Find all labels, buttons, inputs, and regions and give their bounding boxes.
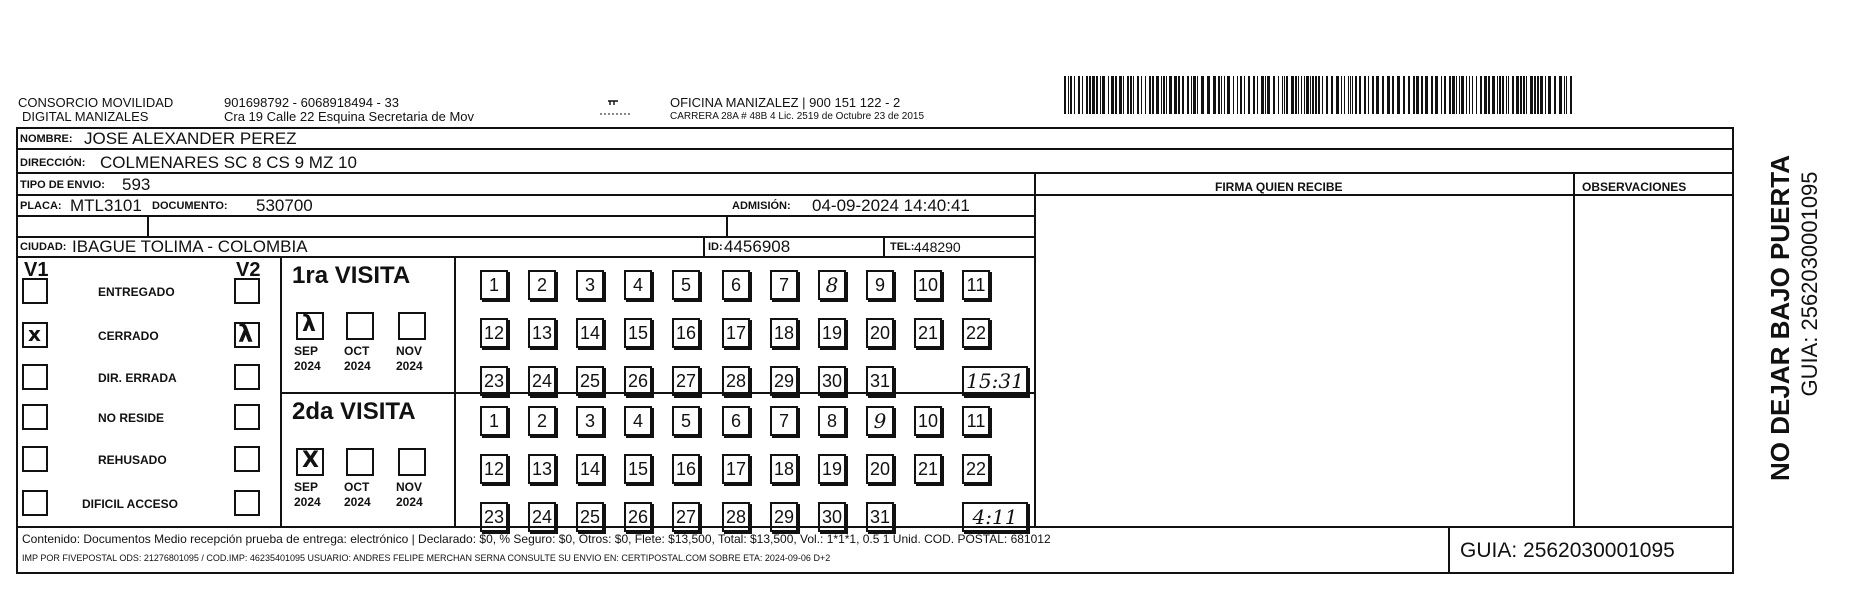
visit-title: 2da VISITA bbox=[292, 398, 416, 425]
office-info: OFICINA MANIZALEZ | 900 151 122 - 2 bbox=[670, 95, 901, 110]
barcode-bar bbox=[1152, 76, 1154, 114]
barcode-bar bbox=[1161, 76, 1162, 114]
barcode-bar bbox=[1416, 76, 1419, 114]
barcode-bar bbox=[1403, 76, 1405, 114]
barcode-bar bbox=[1278, 76, 1279, 114]
day-box: 10 bbox=[914, 270, 942, 300]
imp-text: IMP POR FIVEPOSTAL ODS: 21276801095 / COD.IMP: 46235401095 USUARIO: ANDRES FELIPE MERCHAN SERNA CONSULTE SU ENVIO EN: CERTIPOSTAL.COM SOBRE ETA: 2024-09-06 D+2 bbox=[22, 553, 831, 563]
barcode-bar bbox=[1387, 76, 1390, 114]
tel-label: TEL: bbox=[890, 241, 915, 253]
barcode-bar bbox=[1444, 76, 1446, 114]
direccion-label: DIRECCIÓN: bbox=[20, 157, 86, 169]
barcode-bar bbox=[1488, 76, 1490, 114]
barcode-bar bbox=[1484, 76, 1487, 114]
guia-footer: GUIA: 2562030001095 bbox=[1460, 539, 1675, 562]
day-box: 2 bbox=[528, 406, 556, 436]
barcode-bar bbox=[1197, 76, 1198, 114]
barcode-bar bbox=[1227, 76, 1230, 114]
barcode-bar bbox=[1392, 76, 1394, 114]
barcode-bar bbox=[1348, 76, 1349, 114]
barcode-bar bbox=[1306, 76, 1309, 114]
barcode-bar bbox=[1213, 76, 1216, 114]
day-box: 11 bbox=[962, 270, 990, 300]
day-box: 4 bbox=[624, 406, 652, 436]
barcode-bar bbox=[1326, 76, 1328, 114]
barcode-bar bbox=[1119, 76, 1122, 114]
barcode-bar bbox=[1502, 76, 1504, 114]
barcode-bar bbox=[1523, 76, 1525, 114]
v2-checkbox bbox=[234, 404, 260, 430]
signature-header: FIRMA QUIEN RECIBE bbox=[1215, 180, 1343, 194]
month-label: NOV bbox=[396, 480, 423, 494]
barcode-bar bbox=[1169, 76, 1172, 114]
day-box: 14 bbox=[576, 454, 604, 484]
barcode-bar bbox=[1257, 76, 1258, 114]
barcode-bar bbox=[1344, 76, 1345, 114]
barcode-bar bbox=[1130, 76, 1132, 114]
barcode-bar bbox=[1224, 76, 1225, 114]
barcode-bar bbox=[1149, 76, 1151, 114]
barcode-bar bbox=[1253, 76, 1255, 114]
day-box: 24 bbox=[528, 366, 556, 396]
barcode-bar bbox=[1318, 76, 1320, 114]
v1-checkbox bbox=[22, 404, 48, 430]
barcode-bar bbox=[1452, 76, 1455, 114]
barcode-bar bbox=[1331, 76, 1333, 114]
barcode-bar bbox=[1191, 76, 1192, 114]
documento-label: DOCUMENTO: bbox=[152, 200, 228, 212]
v2-checkbox bbox=[234, 446, 260, 472]
day-box: 10 bbox=[914, 406, 942, 436]
day-box: 4 bbox=[624, 270, 652, 300]
month-label: NOV bbox=[396, 344, 423, 358]
barcode-bar bbox=[1312, 76, 1314, 114]
day-box: 25 bbox=[576, 366, 604, 396]
barcode-bar bbox=[1201, 76, 1204, 114]
barcode-bar bbox=[1078, 76, 1080, 114]
day-box: 3 bbox=[576, 406, 604, 436]
day-box: 26 bbox=[624, 502, 652, 532]
year-label: 2024 bbox=[344, 359, 371, 373]
barcode-bar bbox=[1472, 76, 1473, 114]
day-box: 7 bbox=[770, 270, 798, 300]
day-box: 27 bbox=[672, 366, 700, 396]
visit-time: 4:11 bbox=[962, 502, 1028, 532]
id-value: 4456908 bbox=[724, 237, 791, 256]
barcode-bar bbox=[1441, 76, 1442, 114]
tipo-envio-value: 593 bbox=[122, 175, 151, 194]
status-label: CERRADO bbox=[98, 329, 159, 343]
month-checkbox bbox=[346, 312, 374, 340]
day-box: 8 bbox=[818, 270, 846, 300]
day-box: 13 bbox=[528, 454, 556, 484]
day-box: 5 bbox=[672, 270, 700, 300]
day-box: 6 bbox=[722, 270, 750, 300]
barcode-bar bbox=[1207, 76, 1210, 114]
barcode-bar bbox=[1102, 76, 1105, 114]
v1-checkbox bbox=[22, 364, 48, 390]
month-label: OCT bbox=[344, 480, 370, 494]
barcode-bar bbox=[1265, 76, 1266, 114]
barcode-bar bbox=[1282, 76, 1283, 114]
barcode-bar bbox=[1111, 76, 1114, 114]
month-label: SEP bbox=[294, 480, 319, 494]
year-label: 2024 bbox=[396, 359, 423, 373]
barcode-bar bbox=[1108, 76, 1109, 114]
day-box: 23 bbox=[480, 502, 508, 532]
v2-checkbox bbox=[234, 490, 260, 516]
day-box: 16 bbox=[672, 454, 700, 484]
day-box: 21 bbox=[914, 454, 942, 484]
barcode-bar bbox=[1166, 76, 1167, 114]
day-box: 26 bbox=[624, 366, 652, 396]
tel-value: 448290 bbox=[914, 239, 961, 255]
barcode-bar bbox=[1492, 76, 1495, 114]
barcode-bar bbox=[1127, 76, 1129, 114]
barcode-bar bbox=[1545, 76, 1546, 114]
day-box: 18 bbox=[770, 318, 798, 348]
barcode-bar bbox=[1137, 76, 1139, 114]
barcode-bar bbox=[1506, 76, 1507, 114]
side-warning: NO DEJAR BAJO PUERTA bbox=[1765, 154, 1795, 482]
direccion-value: COLMENARES SC 8 CS 9 MZ 10 bbox=[100, 153, 357, 172]
barcode-bar bbox=[1372, 76, 1374, 114]
barcode-bar bbox=[1540, 76, 1543, 114]
v2-checkbox bbox=[234, 364, 260, 390]
barcode-bar bbox=[1182, 76, 1184, 114]
barcode-bar bbox=[1284, 76, 1285, 114]
barcode-bar bbox=[1237, 76, 1238, 114]
barcode-bar bbox=[1291, 76, 1294, 114]
carrier-logo bbox=[598, 96, 634, 120]
day-box: 9 bbox=[866, 406, 894, 436]
visit-time: 15:31 bbox=[962, 366, 1028, 396]
barcode-bar bbox=[1086, 76, 1088, 114]
day-box: 6 bbox=[722, 406, 750, 436]
barcode-bar bbox=[1304, 76, 1305, 114]
placa-value: MTL3101 bbox=[70, 196, 142, 215]
barcode-bar bbox=[1315, 76, 1317, 114]
observaciones-header: OBSERVACIONES bbox=[1582, 180, 1687, 194]
v1-mark: x bbox=[28, 322, 41, 346]
side-guia: GUIA: 2562030001095 bbox=[1797, 171, 1822, 397]
day-box: 28 bbox=[722, 502, 750, 532]
day-box: 30 bbox=[818, 366, 846, 396]
admision-label: ADMISIÓN: bbox=[732, 200, 791, 212]
barcode-bar bbox=[1554, 76, 1556, 114]
day-box: 24 bbox=[528, 502, 556, 532]
barcode-bar bbox=[1359, 76, 1361, 114]
day-box: 3 bbox=[576, 270, 604, 300]
barcode-bar bbox=[1310, 76, 1311, 114]
day-box: 20 bbox=[866, 318, 894, 348]
barcode-bar bbox=[1534, 76, 1536, 114]
company-address: Cra 19 Calle 22 Esquina Secretaria de Mov bbox=[224, 109, 475, 124]
year-label: 2024 bbox=[396, 495, 423, 509]
year-label: 2024 bbox=[294, 495, 321, 509]
day-box: 1 bbox=[480, 270, 508, 300]
month-label: OCT bbox=[344, 344, 370, 358]
month-checkbox bbox=[346, 448, 374, 476]
barcode-bar bbox=[1100, 76, 1101, 114]
day-box: 22 bbox=[962, 318, 990, 348]
barcode-bar bbox=[1123, 76, 1124, 114]
v2-checkbox bbox=[234, 278, 260, 304]
month-checkbox bbox=[398, 312, 426, 340]
barcode-bar bbox=[1537, 76, 1539, 114]
barcode-bar bbox=[1096, 76, 1098, 114]
barcode-bar bbox=[1397, 76, 1400, 114]
barcode-bar bbox=[1295, 76, 1297, 114]
barcode-bar bbox=[1520, 76, 1522, 114]
barcode-bar bbox=[1178, 76, 1180, 114]
status-label: DIFICIL ACCESO bbox=[82, 497, 179, 511]
barcode-bar bbox=[1221, 76, 1222, 114]
tipo-envio-label: TIPO DE ENVIO: bbox=[20, 179, 105, 191]
barcode-bar bbox=[1301, 76, 1302, 114]
barcode-bar bbox=[1233, 76, 1234, 114]
day-box: 22 bbox=[962, 454, 990, 484]
barcode-bar bbox=[1244, 76, 1245, 114]
status-label: NO RESIDE bbox=[98, 411, 165, 425]
day-box: 14 bbox=[576, 318, 604, 348]
barcode-bar bbox=[1421, 76, 1423, 114]
month-checkbox bbox=[398, 448, 426, 476]
v1-header: V1 bbox=[24, 259, 49, 281]
day-box: 25 bbox=[576, 502, 604, 532]
v1-checkbox bbox=[22, 278, 48, 304]
barcode-bar bbox=[1068, 76, 1069, 114]
ciudad-label: CIUDAD: bbox=[20, 241, 67, 253]
barcode-bar bbox=[1566, 76, 1567, 114]
barcode-bar bbox=[1431, 76, 1433, 114]
v1-checkbox bbox=[22, 446, 48, 472]
barcode-bar bbox=[1070, 76, 1072, 114]
barcode-bar bbox=[1273, 76, 1275, 114]
barcode-bar bbox=[1089, 76, 1091, 114]
barcode-bar bbox=[1336, 76, 1339, 114]
barcode-bar bbox=[1516, 76, 1519, 114]
company-name-line2: DIGITAL MANIZALES bbox=[22, 109, 149, 124]
day-box: 7 bbox=[770, 406, 798, 436]
company-phones: 901698792 - 6068918494 - 33 bbox=[224, 95, 399, 110]
barcode-bar bbox=[1459, 76, 1460, 114]
day-box: 11 bbox=[962, 406, 990, 436]
day-box: 13 bbox=[528, 318, 556, 348]
barcode-bar bbox=[1322, 76, 1323, 114]
barcode-bar bbox=[1413, 76, 1415, 114]
barcode-bar bbox=[1368, 76, 1369, 114]
barcode-bar bbox=[1526, 76, 1527, 114]
barcode-bar bbox=[1461, 76, 1464, 114]
day-box: 17 bbox=[722, 454, 750, 484]
ciudad-value: IBAGUE TOLIMA - COLOMBIA bbox=[72, 237, 308, 256]
status-label: DIR. ERRADA bbox=[98, 371, 177, 385]
barcode-bar bbox=[1145, 76, 1146, 114]
barcode-bar bbox=[1141, 76, 1142, 114]
company-name-line1: CONSORCIO MOVILIDAD bbox=[18, 95, 174, 110]
barcode-bar bbox=[1499, 76, 1501, 114]
status-label: REHUSADO bbox=[98, 453, 167, 467]
barcode-bar bbox=[1497, 76, 1498, 114]
barcode-bar bbox=[1133, 76, 1134, 114]
barcode-bar bbox=[1163, 76, 1165, 114]
placa-label: PLACA: bbox=[20, 200, 62, 212]
day-box: 9 bbox=[866, 270, 894, 300]
day-box: 2 bbox=[528, 270, 556, 300]
barcode-bar bbox=[1267, 76, 1270, 114]
barcode-bar bbox=[1240, 76, 1242, 114]
barcode bbox=[1060, 76, 1580, 114]
barcode-bar bbox=[1064, 76, 1066, 114]
documento-value: 530700 bbox=[256, 196, 313, 215]
day-box: 15 bbox=[624, 318, 652, 348]
barcode-bar bbox=[1570, 76, 1572, 114]
barcode-bar bbox=[1248, 76, 1250, 114]
day-box: 29 bbox=[770, 502, 798, 532]
day-box: 29 bbox=[770, 366, 798, 396]
barcode-bar bbox=[1564, 76, 1565, 114]
barcode-bar bbox=[1261, 76, 1264, 114]
barcode-bar bbox=[1174, 76, 1177, 114]
day-box: 5 bbox=[672, 406, 700, 436]
year-label: 2024 bbox=[294, 359, 321, 373]
nombre-label: NOMBRE: bbox=[20, 133, 73, 145]
barcode-bar bbox=[1466, 76, 1467, 114]
barcode-bar bbox=[1218, 76, 1220, 114]
barcode-bar bbox=[1082, 76, 1083, 114]
barcode-bar bbox=[1364, 76, 1366, 114]
barcode-bar bbox=[1480, 76, 1482, 114]
nombre-value: JOSE ALEXANDER PEREZ bbox=[84, 129, 297, 148]
office-address: CARRERA 28A # 48B 4 Lic. 2519 de Octubre 23 de 2015 bbox=[670, 111, 925, 122]
barcode-bar bbox=[1092, 76, 1095, 114]
year-label: 2024 bbox=[344, 495, 371, 509]
barcode-bar bbox=[1512, 76, 1514, 114]
barcode-bar bbox=[1286, 76, 1288, 114]
barcode-bar bbox=[1425, 76, 1428, 114]
day-box: 19 bbox=[818, 454, 846, 484]
barcode-bar bbox=[1469, 76, 1470, 114]
barcode-bar bbox=[1074, 76, 1075, 114]
barcode-bar bbox=[1382, 76, 1384, 114]
v2-mark: λ bbox=[238, 320, 254, 348]
barcode-bar bbox=[1298, 76, 1299, 114]
barcode-bar bbox=[1449, 76, 1451, 114]
barcode-bar bbox=[1508, 76, 1509, 114]
barcode-bar bbox=[1156, 76, 1159, 114]
barcode-bar bbox=[1352, 76, 1353, 114]
admision-value: 04-09-2024 14:40:41 bbox=[812, 196, 970, 215]
id-label: ID: bbox=[708, 241, 723, 253]
day-box: 31 bbox=[866, 366, 894, 396]
day-box: 27 bbox=[672, 502, 700, 532]
barcode-bar bbox=[1193, 76, 1196, 114]
day-box: 23 bbox=[480, 366, 508, 396]
barcode-bar bbox=[1476, 76, 1477, 114]
v1-checkbox bbox=[22, 490, 48, 516]
day-box: 31 bbox=[866, 502, 894, 532]
barcode-bar bbox=[1408, 76, 1410, 114]
barcode-bar bbox=[1548, 76, 1551, 114]
month-label: SEP bbox=[294, 344, 319, 358]
barcode-bar bbox=[1456, 76, 1457, 114]
contenido-text: Contenido: Documentos Medio recepción prueba de entrega: electrónico | Declarado: $0, % Seguro: $0, Otros: $0, Flete: $13,500, Total: $13,500, Vol.: 1*1*1, 0.5 1 Unid. COD. POSTAL: 681012 bbox=[22, 532, 1051, 546]
day-box: 19 bbox=[818, 318, 846, 348]
day-box: 12 bbox=[480, 454, 508, 484]
day-box: 17 bbox=[722, 318, 750, 348]
month-mark: λ bbox=[302, 312, 316, 337]
barcode-bar bbox=[1435, 76, 1438, 114]
visit-title: 1ra VISITA bbox=[292, 262, 411, 289]
day-box: 21 bbox=[914, 318, 942, 348]
barcode-bar bbox=[1341, 76, 1342, 114]
day-box: 1 bbox=[480, 406, 508, 436]
day-box: 18 bbox=[770, 454, 798, 484]
barcode-bar bbox=[1187, 76, 1189, 114]
day-box: 28 bbox=[722, 366, 750, 396]
day-box: 20 bbox=[866, 454, 894, 484]
barcode-bar bbox=[1530, 76, 1533, 114]
barcode-bar bbox=[1115, 76, 1117, 114]
v2-header: V2 bbox=[236, 259, 261, 281]
day-box: 16 bbox=[672, 318, 700, 348]
day-box: 12 bbox=[480, 318, 508, 348]
day-box: 30 bbox=[818, 502, 846, 532]
day-box: 15 bbox=[624, 454, 652, 484]
barcode-bar bbox=[1376, 76, 1379, 114]
barcode-bar bbox=[1355, 76, 1357, 114]
barcode-bar bbox=[1559, 76, 1562, 114]
barcode-bar bbox=[1350, 76, 1351, 114]
month-mark: X bbox=[302, 448, 319, 473]
day-box: 8 bbox=[818, 406, 846, 436]
status-label: ENTREGADO bbox=[98, 285, 175, 299]
